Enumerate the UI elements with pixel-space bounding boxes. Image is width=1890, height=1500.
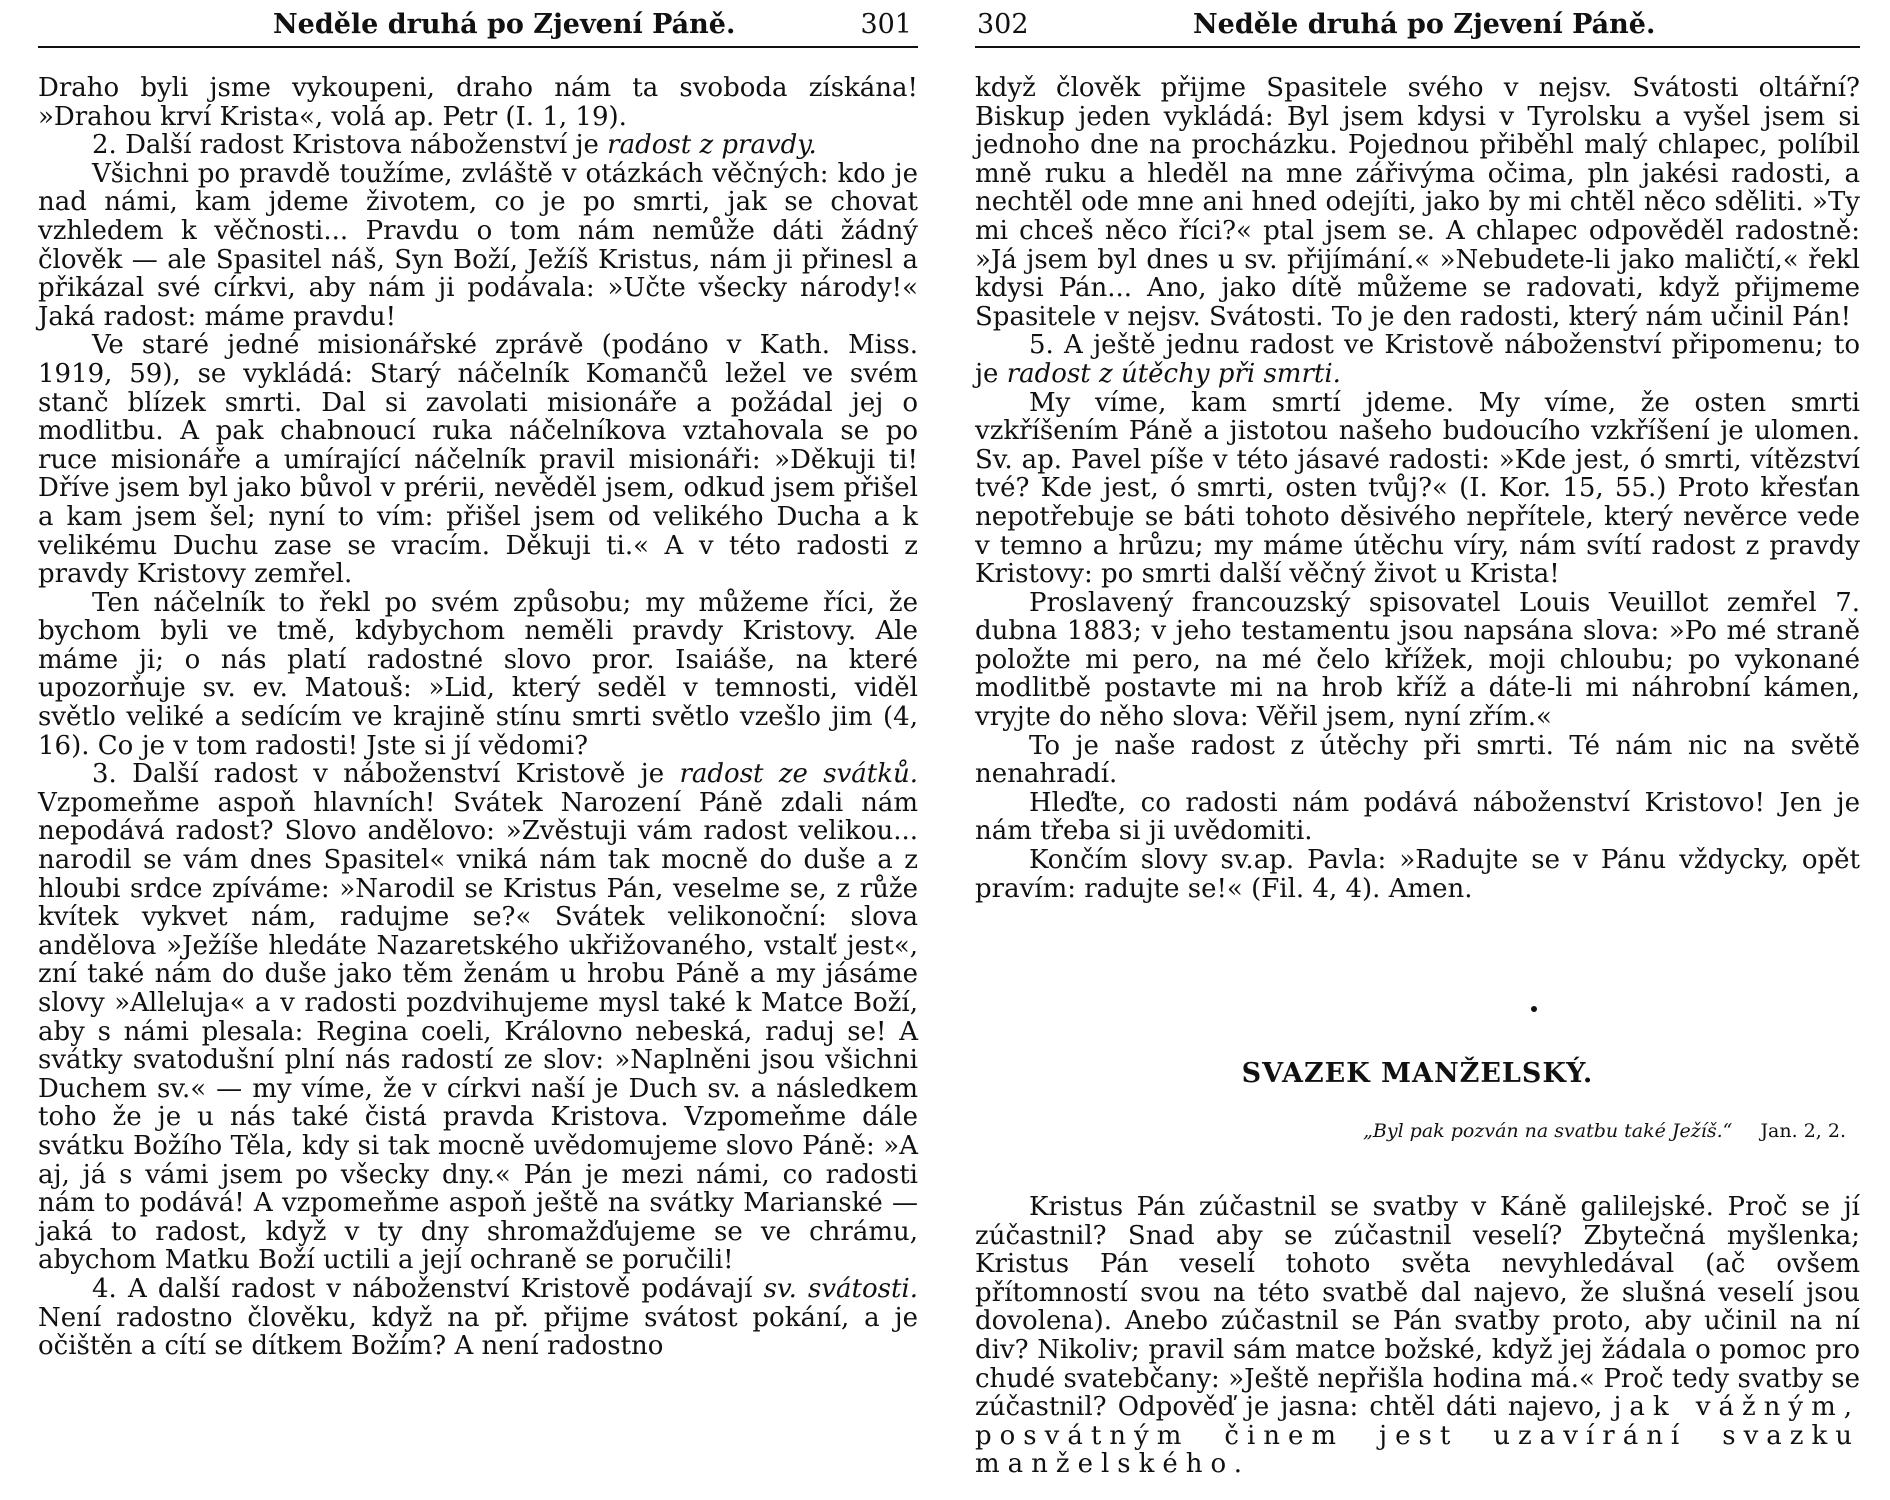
paragraph: Ten náčelník to řekl po svém způsobu; my můžeme říci, že bychom byli ve tmě, kdybychom neměli pravdy Kristovy. Ale máme ji; o nás platí radostné slovo pror. Isaiáše, na které upozorňuje sv. ev. Matouš: »Lid, který seděl v temnosti, viděl světlo veliké a sedícím ve krajině stínu smrti světlo vzešlo jim (4, 16). Co je v tom radosti! Jste si jí vědomi? (38, 587, 918, 761)
stray-dot-mark (1531, 1006, 1537, 1012)
paragraph: 2. Další radost Kristova náboženství je radost z pravdy. (92, 130, 817, 161)
page-number: 302 (977, 9, 1029, 40)
paragraph: To je naše radost z útěchy při smrti. Té nám nic na světě nenahradí. (975, 730, 1860, 790)
right-page (975, 0, 1860, 1500)
running-head-title: Neděle druhá po Zjevení Páně. (1193, 9, 1656, 40)
paragraph: Všichni po pravdě toužíme, zvláště v otázkách věčných: kdo je nad námi, kam jdeme životem, co je po smrti, jak se chovat vzhledem k věčnosti... Pravdu o tom nám nemůže dáti žádný člověk — ale Spasitel náš, Syn Boží, Ježíš Kristus, nám ji přinesl a přikázal své církvi, aby nám ji podávala: »Učte všecky národy!« Jaká radost: máme pravdu! (38, 158, 918, 332)
left-page-body (38, 74, 918, 1361)
paragraph: Kristus Pán zúčastnil se svatby v Káně galilejské. Proč se jí zúčastnil? Snad aby se zúčastnil veselí? Zbytečná myšlenka; Kristus Pán veselí tohoto světa nevyhledával (ač ovšem přítomností svou na této svatbě dal najevo, že slušná veselí jsou dovolena). Anebo zúčastnil se Pán svatby proto, aby učinil na ní div? Nikoliv; pravil sám matce božské, když jej žádala o pomoc pro chudé svatebčany: »Ještě nepřišla hodina má.« Proč tedy svatby se zúčastnil? Odpověď je jasna: chtěl dáti najevo, jak vážným, posvátným činem jest uzavírání svazku manželského. (975, 1192, 1861, 1480)
paragraph: Ve staré jedné misionářské zprávě (podáno v Kath. Miss. 1919, 59), se vykládá: Starý náčelník Komančů ležel ve svém stanč blízek smrti. Dal si zavolati misionáře a požádal jej o modlitbu. A pak chabnoucí ruka náčelníkova vztahovala se po ruce misionáře a umírající náčelník pravil misionáři: »Děkuji ti! Dříve jsem byl jako bůvol v prérii, nevěděl jsem, odkud jsem přišel a kam jsem šel; nyní to vím: přišel jsem od velikého Ducha a k velikému Duchu zase se vracím. Děkuji ti.« A v této radosti z pravdy Kristovy zemřel. (38, 330, 918, 590)
paragraph: když člověk přijme Spasitele svého v nejsv. Svátosti oltářní? Biskup jeden vykládá: Byl jsem kdysi v Tyrolsku a vyšel jsem si jednoho dne na procházku. Pojednou přiběhl malý chlapec, políbil mně ruku a hleděl na mne zářivýma očima, pln jakési radosti, a nechtěl ode mne ani hned odejíti, jako by mi chtěl něco sděliti. »Ty mi chceš něco říci?« ptal jsem se. A chlapec odpověděl radostně: »Já jsem byl dnes u sv. přijímání.« »Nebudete-li jako maličtí,« řekl kdysi Pán... Ano, jako dítě můžeme se radovati, když přijmeme Spasitele v nejsv. Svátosti. To je den radosti, který nám učinil Pán! (975, 73, 1860, 332)
spaced-emphasis: jak vážným, posvátným činem jest uzavírání svazku manželského. (975, 1392, 1861, 1480)
paragraph: My víme, kam smrtí jdeme. My víme, že osten smrti vzkříšením Páně a jistotou našeho budoucího vzkříšení je ulomen. Sv. ap. Pavel píše v této jásavé radosti: »Kde jest, ó smrti, vítězství tvé? Kde jest, ó smrti, osten tvůj?« (I. Kor. 15, 55.) Proto křesťan nepotřebuje se báti tohoto děsivého nepřítele, který nevěrce vede v temno a hrůzu; my máme útěchu víry, nám svítí radost z pravdy Kristovy: po smrti další věčný život u Krista! (975, 387, 1860, 590)
paragraph: Končím slovy sv.ap. Pavla: »Radujte se v Pánu vždycky, opět pravím: radujte se!« (Fil. 4, 4). Amen. (975, 845, 1860, 904)
running-head-title: Neděle druhá po Zjevení Páně. (273, 9, 736, 40)
epigraph-quote: „Byl pak pozván na svatbu také Ježíš.“ (1363, 1120, 1733, 1142)
epigraph-reference: Jan. 2, 2. (1760, 1120, 1846, 1142)
section-heading: SVAZEK MANŽELSKÝ. (1241, 1058, 1594, 1089)
section-body (975, 1193, 1860, 1479)
left-page (38, 0, 918, 1500)
paragraph: 4. A další radost v náboženství Kristově podávají sv. svátosti. Není radostno člověku, když na př. přijme svátost pokání, a je očištěn a cítí se dítkem Božím? A není radostno (38, 1273, 919, 1362)
running-head-right (975, 6, 1860, 48)
paragraph: 3. Další radost v náboženství Kristově je radost ze svátků. Vzpomeňme aspoň hlavních! Svátek Narození Páně zdali nám nepodává radost? Slovo andělovo: »Zvěstuji vám radost velikou... narodil se vám dnes Spasitel« vniká nám tak mocně do duše a z hloubi srdce zpíváme: »Narodil se Kristus Pán, veselme se, z růže kvítek vykvet nám, radujme se?« Svátek velikonoční: slova andělova »Ježíše hledáte Nazaretského ukřižovaného, vstalť jest«, zní také nám do duše jako těm ženám u hrobu Páně a my jásáme slovy »Alleluja« a v radosti pozdvihujeme mysl také k Matce Boží, aby s námi plesala: Regina coeli, Královno nebeská, raduj se! A svátky svatodušní plní nás radostí ze slov: »Naplněni jsou všichni Duchem sv.« — my víme, že v církvi naší je Duch sv. a následkem toho že je u nás také čistá pravda Kristova. Vzpomeňme dále svátku Božího Těla, kdy si tak mocně uvědomujeme slovo Páně: »A aj, já s vámi jsem po všecky dny.« Pán je mezi námi, co radosti nám to podává! A vzpomeňme aspoň ještě na svátky Marianské — jaká to radost, když v ty dny shromažďujeme se ve chrámu, abychom Matku Boží uctili a její ochraně se poručili! (38, 759, 918, 1276)
paragraph: Proslavený francouzský spisovatel Louis Veuillot zemřel 7. dubna 1883; v jeho testamentu jsou napsána slova: »Po mé straně položte mi pero, na mé čelo křížek, moji chloubu; po vykonané modlitbě postavte mi na hrob kříž a dáte-li mi náhrobní kámen, vryjte do něho slova: Věřil jsem, nyní zřím.« (975, 587, 1860, 733)
paragraph: 5. A ještě jednu radost ve Kristově náboženství připomenu; to je radost z útěchy při smrti. (975, 330, 1860, 389)
paragraph: Hleďte, co radosti nám podává náboženství Kristovo! Jen je nám třeba si ji uvědomiti. (975, 787, 1860, 847)
running-head-left (38, 6, 918, 48)
page-number: 301 (860, 9, 912, 40)
right-page-body (975, 74, 1860, 903)
paragraph: Draho byli jsme vykoupeni, draho nám ta svoboda získána! »Drahou krví Krista«, volá ap. Petr (I. 1, 19). (38, 73, 918, 132)
epigraph (1363, 1120, 1846, 1142)
